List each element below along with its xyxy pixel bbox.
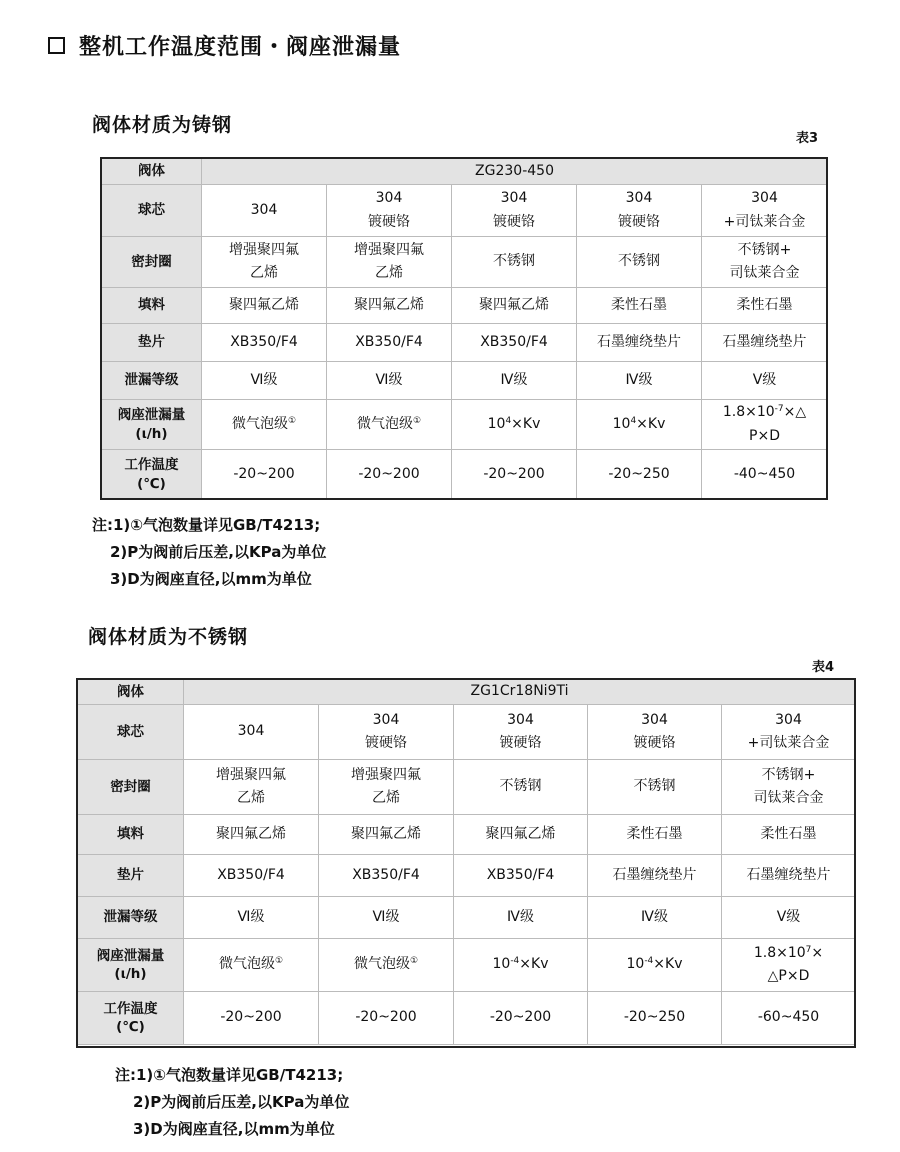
row-header: 工作温度 (℃) xyxy=(102,450,202,500)
table-cell: Ⅵ级 xyxy=(319,897,454,939)
table-cell: 不锈钢 xyxy=(577,237,702,288)
row-header: 垫片 xyxy=(102,324,202,362)
table-cell: -20~200 xyxy=(202,450,327,500)
table-row xyxy=(102,159,828,185)
table-cell: Ⅳ级 xyxy=(454,897,588,939)
table-cell: -20~250 xyxy=(588,992,722,1045)
table-cell: 石墨缠绕垫片 xyxy=(588,855,722,897)
table-row xyxy=(78,992,856,1045)
table-cell: 微气泡级① xyxy=(319,939,454,992)
table-cell: Ⅵ级 xyxy=(327,362,452,400)
table-row xyxy=(78,897,856,939)
table-cell: ZG1Cr18Ni9Ti xyxy=(184,680,856,705)
table-row xyxy=(78,939,856,992)
table-cell: Ⅵ级 xyxy=(202,362,327,400)
table-cell: ZG230-450 xyxy=(202,159,828,185)
table-row xyxy=(102,450,828,500)
table-cell: 不锈钢 xyxy=(588,760,722,815)
table-cell: XB350/F4 xyxy=(202,324,327,362)
table-cell: Ⅳ级 xyxy=(577,362,702,400)
note-line: 注:1)①气泡数量详见GB/T4213; xyxy=(115,1066,344,1084)
table-cell: 石墨缠绕垫片 xyxy=(577,324,702,362)
page-title: 整机工作温度范围・阀座泄漏量 xyxy=(79,35,402,60)
table-cell: 304 xyxy=(202,185,327,237)
table-cell: XB350/F4 xyxy=(454,855,588,897)
table-cell: 微气泡级① xyxy=(327,400,452,450)
row-header: 垫片 xyxy=(78,855,184,897)
table-cell: -60~450 xyxy=(722,992,856,1045)
note-line: 2)P为阀前后压差,以KPa为单位 xyxy=(110,543,327,561)
table-row xyxy=(102,288,828,324)
table-cell: 石墨缠绕垫片 xyxy=(722,855,856,897)
table-row xyxy=(102,237,828,288)
table-cell: XB350/F4 xyxy=(319,855,454,897)
row-header: 泄漏等级 xyxy=(102,362,202,400)
row-header: 填料 xyxy=(102,288,202,324)
checkbox-icon xyxy=(48,37,65,54)
table-row xyxy=(102,400,828,450)
table-cell: 不锈钢 xyxy=(454,760,588,815)
table-cell: -20~200 xyxy=(454,992,588,1045)
table-cell: -20~250 xyxy=(577,450,702,500)
table-number: 表3 xyxy=(796,131,819,146)
row-header: 泄漏等级 xyxy=(78,897,184,939)
table-cell: 不锈钢+ 司钛莱合金 xyxy=(702,237,828,288)
table-row xyxy=(78,680,856,705)
table-cell: XB350/F4 xyxy=(327,324,452,362)
table-cell: 增强聚四氟 乙烯 xyxy=(319,760,454,815)
table-cell: 304 +司钛莱合金 xyxy=(722,705,856,760)
table-cell: 304 镀硬铬 xyxy=(577,185,702,237)
notes-stainless xyxy=(115,1062,349,1143)
table-cell: Ⅳ级 xyxy=(588,897,722,939)
row-header: 密封圈 xyxy=(78,760,184,815)
row-header: 球芯 xyxy=(102,185,202,237)
table-cell: $10^{-4}\times Kv$ xyxy=(588,939,722,992)
table-cell: 柔性石墨 xyxy=(588,815,722,855)
note-line: 3)D为阀座直径,以mm为单位 xyxy=(133,1120,335,1138)
table-cell: 微气泡级① xyxy=(184,939,319,992)
table-cell: Ⅴ级 xyxy=(722,897,856,939)
table-cell: -20~200 xyxy=(327,450,452,500)
table-cell: 304 镀硬铬 xyxy=(327,185,452,237)
table-cell: -20~200 xyxy=(452,450,577,500)
table-row xyxy=(102,362,828,400)
table-number: 表4 xyxy=(812,660,835,675)
table-cell: 柔性石墨 xyxy=(702,288,828,324)
table-row xyxy=(102,185,828,237)
spec-table-stainless xyxy=(77,679,856,1045)
table-cell: 微气泡级① xyxy=(202,400,327,450)
table-cell: 增强聚四氟 乙烯 xyxy=(202,237,327,288)
table-row xyxy=(102,324,828,362)
notes-cast-steel xyxy=(92,512,326,593)
row-header: 球芯 xyxy=(78,705,184,760)
row-header: 阀体 xyxy=(78,680,184,705)
table-cell: 聚四氟乙烯 xyxy=(452,288,577,324)
table-cell: -40~450 xyxy=(702,450,828,500)
section-title-cast-steel: 阀体材质为铸钢 xyxy=(92,114,233,136)
table-cell: 不锈钢 xyxy=(452,237,577,288)
table-cell: $10^4\times Kv$ xyxy=(577,400,702,450)
table-cell: Ⅳ级 xyxy=(452,362,577,400)
table-cell: 柔性石墨 xyxy=(577,288,702,324)
row-header: 工作温度 (℃) xyxy=(78,992,184,1045)
table-cell: 增强聚四氟 乙烯 xyxy=(184,760,319,815)
table-cell: Ⅵ级 xyxy=(184,897,319,939)
table-cell: 304 镀硬铬 xyxy=(452,185,577,237)
note-line: 注:1)①气泡数量详见GB/T4213; xyxy=(92,516,321,534)
table-cell: Ⅴ级 xyxy=(702,362,828,400)
table-cell: 聚四氟乙烯 xyxy=(454,815,588,855)
page-heading xyxy=(48,30,401,61)
table-cell: -20~200 xyxy=(319,992,454,1045)
spec-table-cast-steel xyxy=(101,158,828,500)
table-cell: 304 +司钛莱合金 xyxy=(702,185,828,237)
table-cell: -20~200 xyxy=(184,992,319,1045)
table-cell: $1.8\times 10^{-7}\times\triangle$ P×D xyxy=(702,400,828,450)
note-line: 3)D为阀座直径,以mm为单位 xyxy=(110,570,312,588)
row-header: 填料 xyxy=(78,815,184,855)
row-header: 阀体 xyxy=(102,159,202,185)
table-cell: 柔性石墨 xyxy=(722,815,856,855)
table-cell: 聚四氟乙烯 xyxy=(327,288,452,324)
table-cell: $10^{-4}\times Kv$ xyxy=(454,939,588,992)
table-row xyxy=(78,705,856,760)
row-header: 阀座泄漏量 (ι/h) xyxy=(78,939,184,992)
table-row xyxy=(78,760,856,815)
row-header: 阀座泄漏量 (ι/h) xyxy=(102,400,202,450)
table-cell: $10^4\times Kv$ xyxy=(452,400,577,450)
table-cell: 不锈钢+ 司钛莱合金 xyxy=(722,760,856,815)
table-cell: 聚四氟乙烯 xyxy=(319,815,454,855)
table-cell: 304 镀硬铬 xyxy=(588,705,722,760)
note-line: 2)P为阀前后压差,以KPa为单位 xyxy=(133,1093,350,1111)
table-cell: 石墨缠绕垫片 xyxy=(702,324,828,362)
table-row xyxy=(78,855,856,897)
section-title-stainless: 阀体材质为不锈钢 xyxy=(88,626,249,648)
table-cell: 304 xyxy=(184,705,319,760)
table-cell: $1.8\times 10^7\times$ △P×D xyxy=(722,939,856,992)
table-cell: XB350/F4 xyxy=(452,324,577,362)
table-cell: 增强聚四氟 乙烯 xyxy=(327,237,452,288)
table-cell: 聚四氟乙烯 xyxy=(202,288,327,324)
table-cell: 304 镀硬铬 xyxy=(319,705,454,760)
table-cell: 聚四氟乙烯 xyxy=(184,815,319,855)
row-header: 密封圈 xyxy=(102,237,202,288)
table-cell: 304 镀硬铬 xyxy=(454,705,588,760)
table-cell: XB350/F4 xyxy=(184,855,319,897)
table-row xyxy=(78,815,856,855)
